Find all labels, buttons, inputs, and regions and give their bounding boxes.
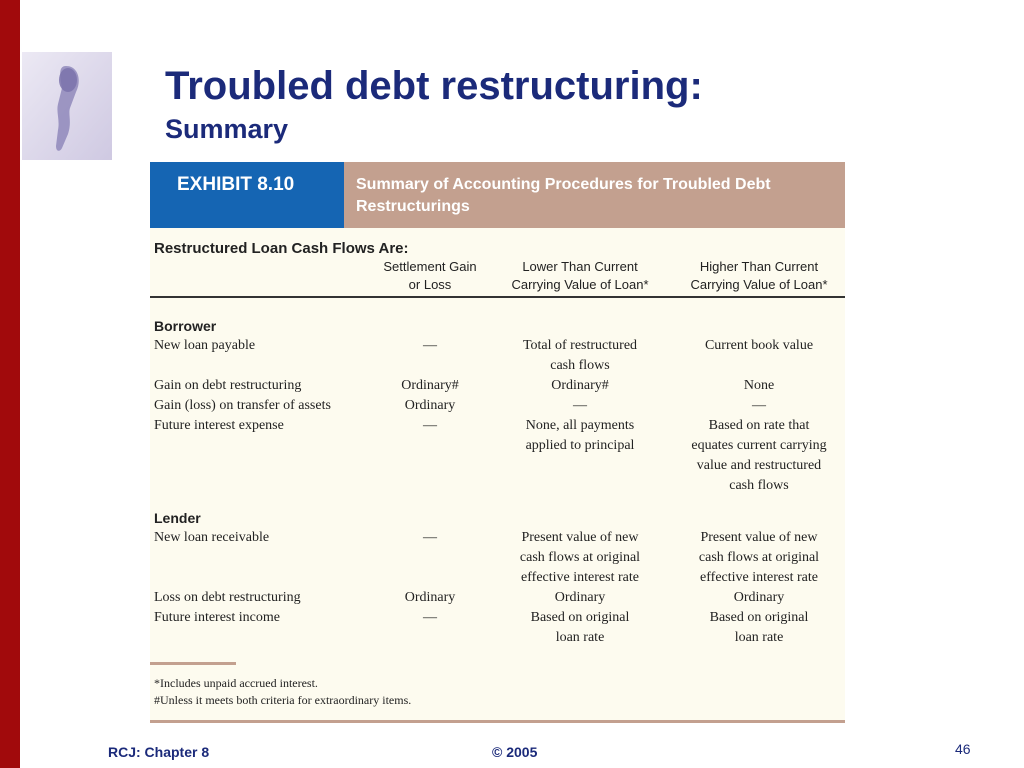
- table-cell: None, all payments applied to principal: [525, 418, 635, 453]
- logo-image: [22, 52, 112, 160]
- column-header-settlement: Settlement Gain or Loss: [383, 259, 477, 292]
- table-cell: —: [423, 338, 437, 353]
- footer-copyright: © 2005: [492, 744, 538, 760]
- section-heading: Restructured Loan Cash Flows Are:: [154, 240, 409, 257]
- table-cell: Based on original loan rate: [709, 610, 809, 645]
- footnote-2: #Unless it meets both criteria for extraordinary items.: [154, 693, 412, 707]
- table-row-label: New loan payable: [154, 338, 256, 353]
- exhibit-label-box: [150, 162, 344, 228]
- table-cell: Total of restructured cash flows: [522, 338, 638, 373]
- table-row-label: Gain (loss) on transfer of assets: [154, 398, 331, 413]
- table-cell: Ordinary#: [401, 378, 459, 393]
- table-row-label: Future interest income: [154, 610, 280, 625]
- column-header-higher: Higher Than Current Carrying Value of Loan*: [690, 259, 828, 292]
- table-cell: —: [752, 398, 766, 413]
- table-cell: Present value of new cash flows at original effective interest rate: [698, 530, 820, 585]
- exhibit-bottom-rule: [150, 720, 845, 723]
- table-cell: —: [423, 610, 437, 625]
- table-cell: Based on original loan rate: [530, 610, 630, 645]
- slide-title: Troubled debt restructuring:: [165, 64, 703, 108]
- table-cell: Ordinary: [554, 590, 606, 605]
- table-cell: —: [573, 398, 587, 413]
- table-row-label: Loss on debt restructuring: [154, 590, 301, 605]
- table-cell: —: [423, 418, 437, 433]
- table-cell: Ordinary: [404, 398, 456, 413]
- left-accent-bar: [0, 0, 20, 768]
- table-cell: Ordinary#: [551, 378, 609, 393]
- table-row-label: Gain on debt restructuring: [154, 378, 302, 393]
- table-cell: Current book value: [704, 338, 814, 353]
- exhibit-title-box: [344, 162, 845, 228]
- table-cell: Ordinary: [733, 590, 785, 605]
- table-cell: —: [423, 530, 437, 545]
- table-row-label: Future interest expense: [154, 418, 284, 433]
- slide-subtitle: Summary: [165, 114, 289, 144]
- footnote-1: *Includes unpaid accrued interest.: [154, 676, 318, 690]
- table-cell: Present value of new cash flows at original effective interest rate: [519, 530, 641, 585]
- table-cell: None: [743, 378, 775, 393]
- footer-chapter: RCJ: Chapter 8: [108, 744, 210, 760]
- exhibit-label: EXHIBIT 8.10: [177, 174, 295, 195]
- column-header-lower: Lower Than Current Carrying Value of Loan*: [511, 259, 649, 292]
- lender-heading: Lender: [154, 510, 201, 526]
- exhibit-table: [150, 162, 845, 722]
- exhibit-title: Summary of Accounting Procedures for Troubled Debt Restructurings: [356, 176, 771, 215]
- table-row-label: New loan receivable: [154, 530, 270, 545]
- page-number: 46: [955, 741, 971, 757]
- footnote-divider: [150, 662, 236, 665]
- table-cell: Based on rate that equates current carrying value and restructured cash flows: [691, 418, 827, 493]
- borrower-heading: Borrower: [154, 318, 217, 334]
- table-cell: Ordinary: [404, 590, 456, 605]
- header-rule: [150, 296, 845, 298]
